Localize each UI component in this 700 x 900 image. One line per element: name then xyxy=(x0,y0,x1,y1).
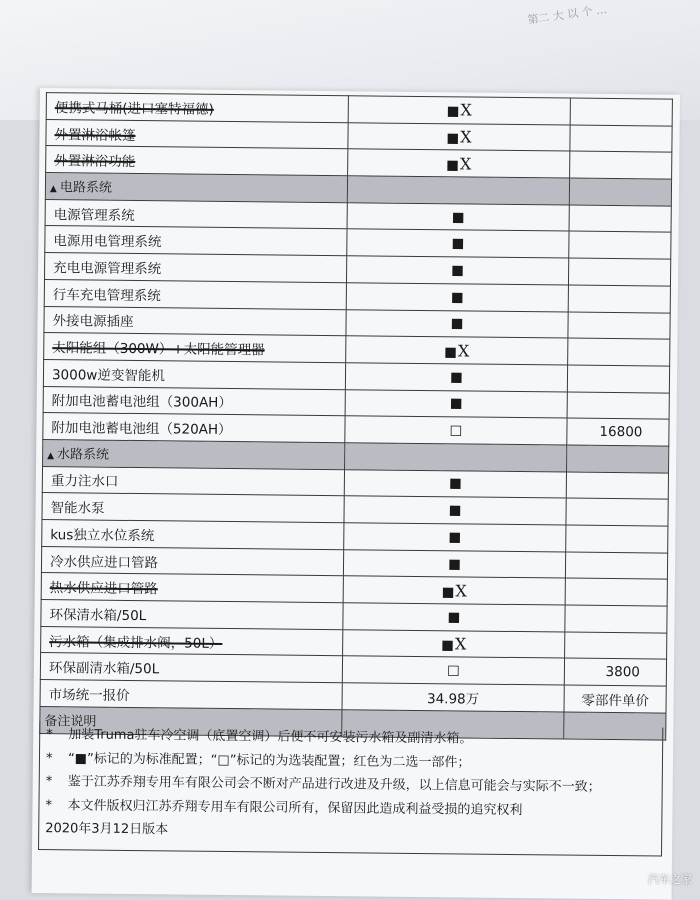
note-item: * “■”标记的为标准配置；“□”标记的为选装配置；红色为二选一部件； xyxy=(45,750,471,771)
section-label: 水路系统 xyxy=(57,447,110,464)
item-name: 智能水泵 xyxy=(42,493,344,523)
part-price xyxy=(568,285,670,313)
optional-mark-icon: □ xyxy=(446,662,460,679)
config-mark-cell xyxy=(348,149,570,178)
config-mark-cell xyxy=(344,496,566,525)
item-name: 附加电池蓄电池组（300AH） xyxy=(43,386,345,416)
notes-section xyxy=(38,721,663,856)
config-mark-cell xyxy=(347,229,569,258)
part-price xyxy=(569,231,671,259)
handwritten-x-icon: X xyxy=(459,154,472,174)
part-price xyxy=(568,338,670,366)
item-name: 热水供应进口管路 xyxy=(41,573,343,603)
optional-mark-icon: □ xyxy=(449,422,463,439)
config-mark-cell xyxy=(343,549,565,578)
section-title xyxy=(45,173,347,203)
section-filler xyxy=(567,445,669,473)
standard-mark-icon: ■ xyxy=(444,343,458,360)
note-item: * 鉴于江苏乔翔专用车有限公司会不断对产品进行改进及升级，以上信息可能会与实际不一致； xyxy=(45,774,601,795)
part-price xyxy=(570,98,672,126)
item-name: 行车充电管理系统 xyxy=(44,279,346,309)
config-mark-cell xyxy=(344,469,566,498)
standard-mark-icon: ■ xyxy=(446,103,460,120)
triangle-up-icon: ▲ xyxy=(47,451,55,462)
item-name: 环保清水箱/50L xyxy=(41,600,343,630)
item-name: 充电电源管理系统 xyxy=(44,253,346,283)
config-mark-cell xyxy=(346,256,568,285)
standard-mark-icon: ■ xyxy=(448,555,461,572)
part-price xyxy=(566,525,668,553)
standard-mark-icon: ■ xyxy=(448,529,462,546)
part-price xyxy=(566,498,668,526)
item-name: 太阳能组（300W）+太阳能管理器 xyxy=(44,333,346,363)
part-price xyxy=(565,605,667,633)
config-mark-cell xyxy=(347,202,569,231)
handwritten-x-icon: X xyxy=(455,581,467,601)
part-price xyxy=(567,365,669,393)
config-mark-cell xyxy=(342,656,564,685)
spec-sheet xyxy=(32,88,680,900)
item-name: 电源管理系统 xyxy=(45,199,347,229)
config-mark-cell xyxy=(346,309,568,338)
handwritten-note: 第二 大 以 个 … xyxy=(526,2,608,27)
part-price xyxy=(568,312,670,340)
note-item: * 加装Truma驻车冷空调（底置空调）后便不可安装污水箱及副清水箱。 xyxy=(46,727,473,747)
standard-mark-icon: ■ xyxy=(441,583,455,601)
item-name: 环保副清水箱/50L xyxy=(40,653,342,683)
item-name: 冷水供应进口管路 xyxy=(41,546,343,576)
config-mark-cell xyxy=(345,363,567,392)
section-filler xyxy=(347,176,569,205)
standard-mark-icon: ■ xyxy=(451,262,465,279)
config-table xyxy=(39,92,673,740)
item-name: 重力注水口 xyxy=(42,466,344,496)
standard-mark-icon: ■ xyxy=(448,475,462,492)
summary-label: 市场统一报价 xyxy=(40,680,342,710)
part-price xyxy=(565,552,667,580)
handwritten-x-icon: X xyxy=(454,634,467,654)
standard-mark-icon: ■ xyxy=(441,637,454,654)
standard-mark-icon: ■ xyxy=(449,395,463,412)
watermark: 汽车之家 xyxy=(648,873,692,886)
standard-mark-icon: ■ xyxy=(451,235,465,252)
handwritten-x-icon: X xyxy=(460,100,472,120)
config-mark-cell xyxy=(345,389,567,418)
note-text: 加装Truma驻车冷空调（底置空调）后便不可安装污水箱及副清水箱。 xyxy=(68,727,473,747)
part-price: 16800 xyxy=(567,418,669,446)
part-price xyxy=(567,392,669,420)
config-mark-cell xyxy=(343,629,565,658)
item-name: kus独立水位系统 xyxy=(42,520,344,550)
item-name: 外置淋浴帐篷 xyxy=(46,119,348,149)
item-name: 电源用电管理系统 xyxy=(45,226,347,256)
part-price xyxy=(569,205,671,233)
standard-mark-icon: ■ xyxy=(450,315,464,332)
config-mark-cell xyxy=(348,122,570,151)
config-mark-cell xyxy=(346,336,568,365)
total-price: 34.98万 xyxy=(342,683,564,712)
part-price xyxy=(565,632,667,660)
part-price xyxy=(570,151,672,179)
standard-mark-icon: ■ xyxy=(447,609,461,626)
item-name: 外置淋浴功能 xyxy=(46,146,348,176)
part-price xyxy=(570,125,672,153)
triangle-up-icon: ▲ xyxy=(49,184,57,195)
section-label: 备注说明 xyxy=(44,714,97,730)
note-item: * 本文件版权归江苏乔翔专用车有限公司所有，保留因此造成利益受损的追究权利 xyxy=(45,797,523,818)
version-date: 2020年3月12日版本 xyxy=(45,821,169,838)
section-label: 电路系统 xyxy=(59,180,112,197)
part-price xyxy=(568,258,670,286)
item-name: 污水箱（集成排水阀，50L） xyxy=(41,626,343,656)
config-mark-cell xyxy=(346,283,568,312)
standard-mark-icon: ■ xyxy=(446,130,460,147)
standard-mark-icon: ■ xyxy=(450,288,464,306)
note-text: 鉴于江苏乔翔专用车有限公司会不断对产品进行改进及升级，以上信息可能会与实际不一致； xyxy=(67,774,601,795)
part-price xyxy=(565,578,667,606)
standard-mark-icon: ■ xyxy=(450,369,463,386)
parts-price-header: 零部件单价 xyxy=(564,685,666,713)
config-mark-cell xyxy=(343,576,565,605)
standard-mark-icon: ■ xyxy=(448,502,462,519)
config-mark-cell xyxy=(344,523,566,552)
note-text: “■”标记的为标准配置；“□”标记的为选装配置；红色为二选一部件； xyxy=(67,750,471,771)
handwritten-x-icon: X xyxy=(457,340,470,361)
part-price xyxy=(566,472,668,500)
handwritten-x-icon: X xyxy=(460,127,472,147)
standard-mark-icon: ■ xyxy=(451,208,465,226)
section-title xyxy=(43,439,345,469)
section-filler xyxy=(569,178,671,206)
item-name: 附加电池蓄电池组（520AH） xyxy=(43,413,345,443)
config-mark-cell xyxy=(348,96,570,125)
item-name: 3000w逆变智能机 xyxy=(43,359,345,389)
item-name: 便携式马桶(进口塞特福德) xyxy=(46,93,348,123)
part-price: 3800 xyxy=(564,658,666,686)
section-filler xyxy=(345,443,567,472)
note-text: 本文件版权归江苏乔翔专用车有限公司所有，保留因此造成利益受损的追究权利 xyxy=(67,797,523,818)
item-name: 外接电源插座 xyxy=(44,306,346,336)
standard-mark-icon: ■ xyxy=(446,156,459,174)
config-mark-cell xyxy=(343,603,565,632)
config-mark-cell xyxy=(345,416,567,445)
